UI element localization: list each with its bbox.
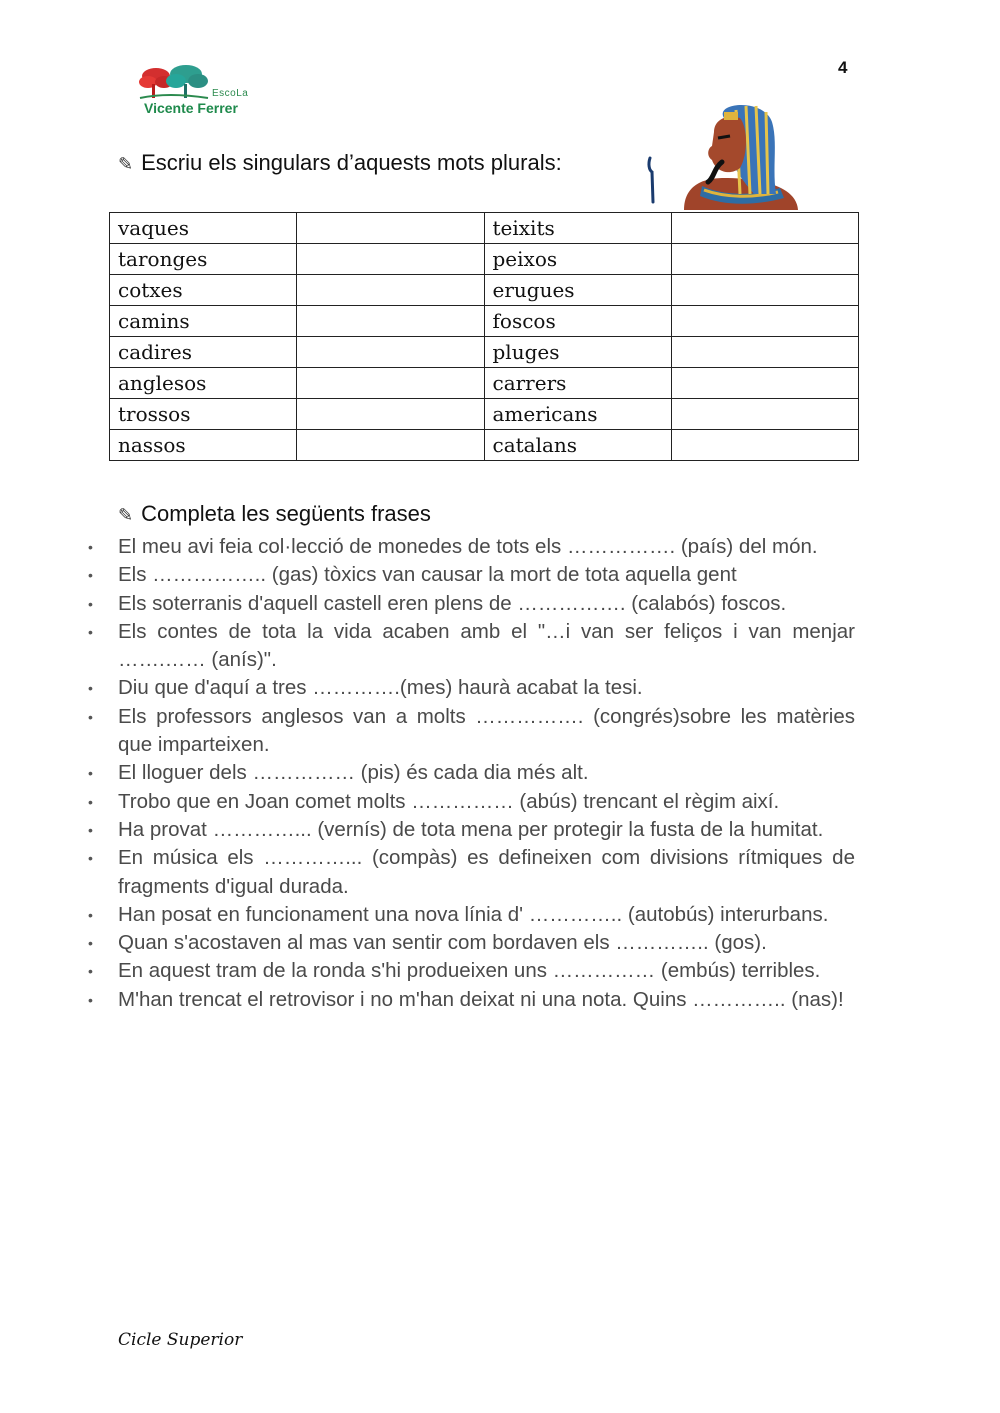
answer-cell[interactable] [671,213,858,244]
footer-cycle-label: Cicle Superior [118,1330,243,1350]
sentence-item: • Els soterranis d'aquell castell eren plens de ……………. (calabós) foscos. [118,590,855,618]
logo-small-text: EscoLa [212,88,249,99]
answer-cell[interactable] [297,244,484,275]
table-row [110,275,859,306]
answer-cell[interactable] [297,430,484,461]
exercise2-heading [118,501,431,527]
answer-cell[interactable] [671,337,858,368]
plural-word: trossos [110,399,297,430]
answer-cell[interactable] [297,337,484,368]
answer-cell[interactable] [671,368,858,399]
plural-word: carrers [484,368,671,399]
school-logo [138,62,248,118]
table-row [110,430,859,461]
table-row [110,337,859,368]
plural-words-table [109,212,859,461]
answer-cell[interactable] [671,244,858,275]
sentence-item: • En música els …………... (compàs) es defineixen com divisions rítmiques de fragments d'igual durada. [118,844,855,901]
plural-word: catalans [484,430,671,461]
table-row [110,306,859,337]
plural-word: nassos [110,430,297,461]
sentence-item: • El meu avi feia col·lecció de monedes de tots els ……………. (país) del món. [118,533,855,561]
sentence-item: • Han posat en funcionament una nova línia d' ………….. (autobús) interurbans. [118,901,855,929]
answer-cell[interactable] [671,399,858,430]
table-row [110,399,859,430]
plural-word: cotxes [110,275,297,306]
page-number: 4 [838,58,848,77]
sentence-item: • Trobo que en Joan comet molts …………… (abús) trencant el règim així. [118,788,855,816]
sentence-item: • En aquest tram de la ronda s'hi produeixen uns …………… (embús) terribles. [118,957,855,985]
sentence-item: • Quan s'acostaven al mas van sentir com bordaven els ………….. (gos). [118,929,855,957]
plural-word: erugues [484,275,671,306]
sentence-item: • Ha provat …………... (vernís) de tota mena per protegir la fusta de la humitat. [118,816,855,844]
table-row [110,213,859,244]
plural-word: pluges [484,337,671,368]
exercise1-heading [118,150,562,176]
logo-school-name: Vicente Ferrer [144,100,238,116]
sentence-item: • El lloguer dels …………… (pis) és cada dia més alt. [118,759,855,787]
sentence-item: • M'han trencat el retrovisor i no m'han deixat ni una nota. Quins ………….. (nas)! [118,986,855,1014]
plural-word: americans [484,399,671,430]
table-row [110,244,859,275]
sentence-item: • Els …………….. (gas) tòxics van causar la mort de tota aquella gent [118,561,855,589]
sentence-item: • Els professors anglesos van a molts ……………. (congrés)sobre les matèries que imparteixen. [118,703,855,760]
sentence-list [118,533,855,1014]
plural-word: taronges [110,244,297,275]
pencil-icon: ✎ [118,154,134,174]
answer-cell[interactable] [297,213,484,244]
answer-cell[interactable] [297,275,484,306]
plural-word: vaques [110,213,297,244]
plural-word: camins [110,306,297,337]
answer-cell[interactable] [297,368,484,399]
exercise1-title: Escriu els singulars d’aquests mots plurals: [141,150,562,175]
answer-cell[interactable] [671,275,858,306]
plural-word: teixits [484,213,671,244]
answer-cell[interactable] [297,306,484,337]
plural-word: anglesos [110,368,297,399]
table-row [110,368,859,399]
exercise2-title: Completa les següents frases [141,501,431,526]
answer-cell[interactable] [671,306,858,337]
answer-cell[interactable] [297,399,484,430]
plural-word: cadires [110,337,297,368]
pharaoh-illustration [644,98,804,210]
sentence-item: • Els contes de tota la vida acaben amb el "…i van ser feliços i van menjar …….…… (anís)". [118,618,855,675]
sentence-item: • Diu que d'aquí a tres ………….(mes) haurà acabat la tesi. [118,674,855,702]
answer-cell[interactable] [671,430,858,461]
plural-word: foscos [484,306,671,337]
pencil-icon: ✎ [118,505,134,525]
plural-word: peixos [484,244,671,275]
